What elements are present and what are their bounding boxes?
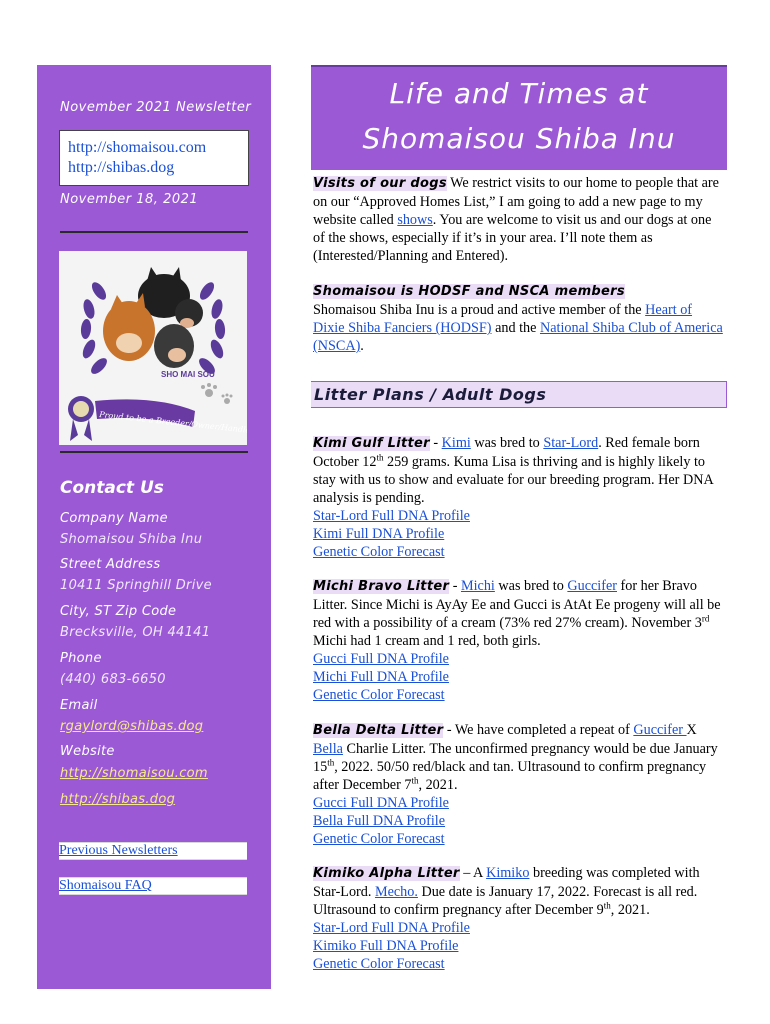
litter-text: was bred to: [494, 578, 568, 594]
color-forecast-link[interactable]: Genetic Color Forecast: [313, 831, 445, 847]
paw-icon: [201, 383, 233, 404]
website-link-shibas[interactable]: http://shibas.dog: [60, 792, 176, 807]
members-section: [313, 282, 723, 355]
sidebar: [37, 65, 271, 989]
litter-bella: [313, 721, 723, 848]
visits-heading: Visits of our dogs: [313, 176, 447, 191]
litter-text: Charlie Litter. The unconfirmed pregnancy would be due January 15: [313, 741, 718, 775]
bella-link[interactable]: Bella: [313, 741, 343, 757]
dna-profile-link[interactable]: Gucci Full DNA Profile: [313, 795, 449, 811]
dna-profile-link[interactable]: Kimi Full DNA Profile: [313, 526, 445, 542]
email-link[interactable]: rgaylord@shibas.dog: [60, 719, 204, 734]
faq-box: [59, 877, 247, 895]
litter-text: - We have completed a repeat of: [443, 722, 634, 738]
ordinal-suffix: th: [603, 900, 611, 911]
banner-title-line2: Shomaisou Shiba Inu: [362, 122, 676, 155]
visits-text: We restrict visits to our home to people that are on our “Approved Homes List,” I am going to add a new page to my website called: [313, 175, 719, 228]
litter-text: Due date is January 17, 2022. Forecast is all red. Ultrasound to confirm pregnancy after December 9: [313, 884, 698, 918]
website-link-shomaisou[interactable]: http://shomaisou.com: [60, 766, 208, 781]
ribbon-text: Proud to be a Breeder/Owner/Handler: [98, 410, 247, 436]
dna-profile-link[interactable]: Gucci Full DNA Profile: [313, 651, 449, 667]
litter-heading: Kimiko Alpha Litter: [313, 866, 460, 881]
ordinal-suffix: th: [327, 757, 335, 768]
litter-text: – A: [459, 865, 487, 881]
kennel-name: SHO MAI SOU: [161, 370, 215, 379]
url-link-shibas[interactable]: http://shibas.dog: [68, 159, 175, 176]
litter-heading: Michi Bravo Litter: [313, 579, 450, 594]
litter-heading: Bella Delta Litter: [313, 723, 444, 738]
street-value: 10411 Springhill Drive: [60, 578, 212, 593]
url-box: [59, 130, 249, 186]
members-heading: Shomaisou is HODSF and NSCA members: [313, 284, 625, 299]
litter-kimiko: [313, 864, 723, 973]
litter-text: for her Bravo Litter. Since Michi is AyAy Ee and Gucci is AtAt Ee progeny will all be red with a possibility of a cream (73% red 27% cream). November 3: [313, 578, 721, 631]
guccifer-link[interactable]: Guccifer: [633, 722, 687, 738]
phone-value: (440) 683-6650: [60, 672, 166, 687]
kennel-logo-image: [59, 251, 247, 445]
email-label: Email: [60, 698, 98, 713]
litter-text: -: [429, 435, 442, 451]
previous-newsletters-link[interactable]: Previous Newsletters: [59, 843, 178, 858]
phone-label: Phone: [60, 651, 102, 666]
litter-heading: Kimi Gulf Litter: [313, 436, 430, 451]
litter-text: X: [686, 722, 697, 738]
city-label: City, ST Zip Code: [60, 604, 177, 619]
members-text: and the: [491, 320, 540, 336]
litter-text: breeding was completed with Star-Lord.: [313, 865, 700, 900]
star-lord-link[interactable]: Star-Lord: [543, 435, 599, 451]
litter-michi: [313, 577, 723, 704]
title-banner: [311, 65, 727, 170]
dna-profile-link[interactable]: Bella Full DNA Profile: [313, 813, 446, 829]
faq-link[interactable]: Shomaisou FAQ: [59, 878, 152, 893]
banner-title-line1: Life and Times at: [389, 77, 649, 110]
dna-profile-link[interactable]: Star-Lord Full DNA Profile: [313, 508, 470, 524]
ordinal-suffix: th: [411, 775, 419, 786]
divider: [60, 231, 248, 233]
guccifer-link[interactable]: Guccifer: [567, 578, 617, 594]
litter-text: 259 grams. Kuma Lisa is thriving and is highly likely to stay with us to show and evaluate for our breeding program. Her DNA analysis is pending.: [313, 454, 713, 506]
litter-section-header: [311, 381, 727, 408]
color-forecast-link[interactable]: Genetic Color Forecast: [313, 544, 445, 560]
litter-text: , 2022. 50/50 red/black and tan. Ultrasound to confirm pregnancy after December 7: [313, 759, 707, 793]
ordinal-suffix: rd: [701, 613, 710, 624]
litter-text: . Red female born October 12: [313, 435, 700, 470]
shows-link[interactable]: shows: [397, 212, 433, 228]
litter-text: , 2021.: [610, 902, 650, 918]
litter-text: was bred to: [470, 435, 544, 451]
street-label: Street Address: [60, 557, 161, 572]
litter-text: Michi had 1 cream and 1 red, both girls.: [313, 633, 541, 649]
ordinal-suffix: th: [376, 452, 384, 463]
kimi-link[interactable]: Kimi: [441, 435, 471, 451]
dna-profile-link[interactable]: Michi Full DNA Profile: [313, 669, 449, 685]
litter-section-title: Litter Plans / Adult Dogs: [314, 385, 547, 404]
newsletter-title: November 2021 Newsletter: [60, 100, 252, 115]
hodsf-link[interactable]: Heart of Dixie Shiba Fanciers (HODSF): [313, 302, 693, 336]
litter-text: , 2021.: [418, 777, 458, 793]
divider: [60, 451, 248, 453]
nsca-link[interactable]: National Shiba Club of America (NSCA): [313, 320, 723, 354]
newsletter-date: November 18, 2021: [60, 192, 199, 207]
litter-kimi: [313, 434, 723, 561]
members-text: Shomaisou Shiba Inu is a proud and active member of the: [313, 302, 646, 318]
company-label: Company Name: [60, 511, 168, 526]
visits-section: [313, 174, 723, 265]
url-link-shomaisou[interactable]: http://shomaisou.com: [68, 139, 207, 156]
dna-profile-link[interactable]: Star-Lord Full DNA Profile: [313, 920, 470, 936]
kimiko-link[interactable]: Kimiko: [486, 865, 530, 881]
city-value: Brecksville, OH 44141: [60, 625, 211, 640]
litter-text: -: [449, 578, 461, 594]
color-forecast-link[interactable]: Genetic Color Forecast: [313, 956, 445, 972]
kennel-logo: [59, 251, 247, 445]
michi-link[interactable]: Michi: [460, 578, 495, 594]
website-label: Website: [60, 744, 115, 759]
mecho-link[interactable]: Mecho.: [374, 884, 418, 900]
company-value: Shomaisou Shiba Inu: [60, 532, 203, 547]
contact-title: Contact Us: [60, 478, 164, 498]
previous-newsletters-box: [59, 842, 247, 860]
dna-profile-link[interactable]: Kimiko Full DNA Profile: [313, 938, 459, 954]
color-forecast-link[interactable]: Genetic Color Forecast: [313, 687, 445, 703]
members-text: .: [360, 338, 364, 354]
visits-text: . You are welcome to visit us and our dogs at one of the shows, especially if it’s in your area. I’ll note them as (Interested/Planning and Entered).: [313, 212, 712, 264]
